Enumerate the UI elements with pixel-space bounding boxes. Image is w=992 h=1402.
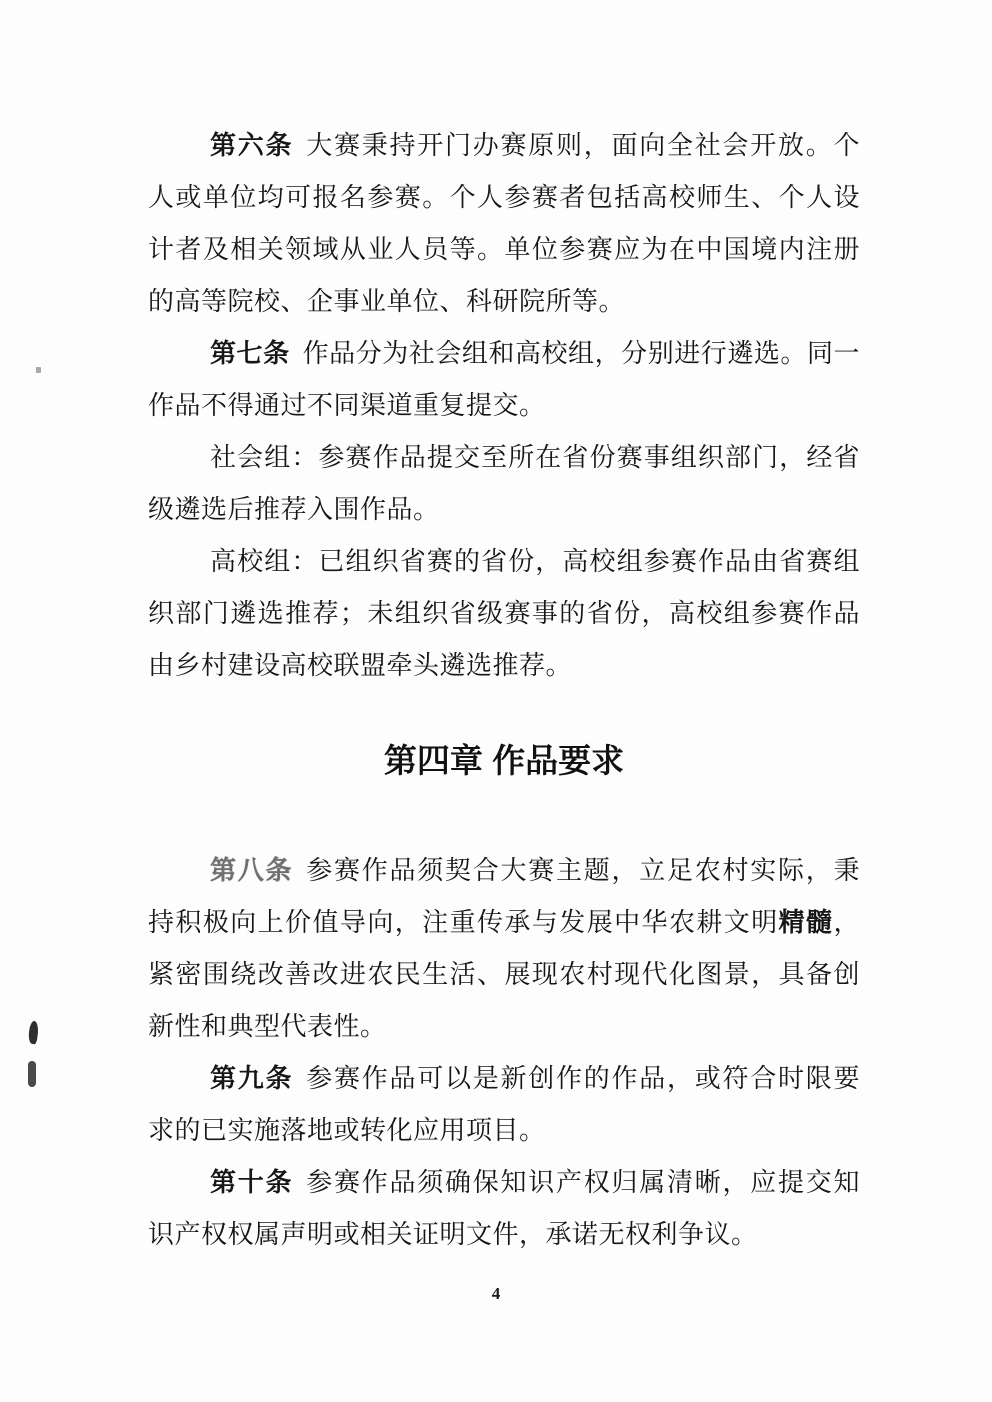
document-body [148, 0, 860, 1261]
chapter-4-heading: 第四章 作品要求 [383, 742, 625, 779]
university-group-line-2: 织部门遴选推荐；未组织省级赛事的省份，高校组参赛作品 [148, 599, 860, 628]
article-8-line-3: 紧密围绕改善改进农民生活、展现农村现代化图景，具备创 [148, 960, 860, 989]
article-10-line-2: 识产权权属声明或相关证明文件，承诺无权利争议。 [148, 1220, 758, 1249]
university-group-line-3: 由乡村建设高校联盟牵头遴选推荐。 [148, 651, 573, 680]
article-9-number: 第九条 [210, 1064, 294, 1093]
scan-mark-artifact-1 [27, 1020, 39, 1044]
article-7-text-1: 作品分为社会组和高校组，分别进行遴选。同一 [302, 339, 860, 368]
article-6-line-4: 的高等院校、企事业单位、科研院所等。 [148, 287, 626, 316]
article-6-line-3: 计者及相关领域从业人员等。单位参赛应为在中国境内注册 [148, 235, 860, 264]
article-7-line-2: 作品不得通过不同渠道重复提交。 [148, 391, 546, 420]
article-10-number: 第十条 [210, 1168, 294, 1197]
article-6-number: 第六条 [210, 131, 294, 160]
article-9-line-2: 求的已实施落地或转化应用项目。 [148, 1116, 546, 1145]
article-10-line-1 [148, 1157, 860, 1209]
page-number: 4 [491, 1284, 501, 1303]
article-6-line-1 [148, 120, 860, 172]
article-10-text-1: 参赛作品须确保知识产权归属清晰，应提交知 [306, 1168, 860, 1197]
scan-mark-artifact-2 [28, 1061, 36, 1087]
article-6-text-1: 大赛秉持开门办赛原则，面向全社会开放。个 [306, 131, 860, 160]
article-7-number: 第七条 [210, 339, 290, 368]
article-8-line-4: 新性和典型代表性。 [148, 1012, 387, 1041]
social-group-line-2: 级遴选后推荐入围作品。 [148, 495, 440, 524]
article-8-number: 第八条 [210, 856, 294, 885]
article-8-line-2 [148, 897, 860, 949]
university-group-line-1: 高校组：已组织省赛的省份，高校组参赛作品由省赛组 [210, 547, 860, 576]
social-group-line-1: 社会组：参赛作品提交至所在省份赛事组织部门，经省 [210, 443, 860, 472]
article-8-line-1 [148, 845, 860, 897]
article-8-text-2c: ， [833, 908, 860, 937]
article-8-text-2b: 精髓 [778, 908, 834, 937]
article-9-line-1 [148, 1053, 860, 1105]
article-6-line-2: 人或单位均可报名参赛。个人参赛者包括高校师生、个人设 [148, 183, 860, 212]
article-8-text-2a: 持积极向上价值导向，注重传承与发展中华农耕文明 [148, 908, 779, 937]
article-8-text-1: 参赛作品须契合大赛主题，立足农村实际，秉 [306, 856, 860, 885]
article-7-line-1 [148, 328, 860, 380]
scan-speck-artifact [36, 367, 41, 373]
article-9-text-1: 参赛作品可以是新创作的作品，或符合时限要 [306, 1064, 860, 1093]
